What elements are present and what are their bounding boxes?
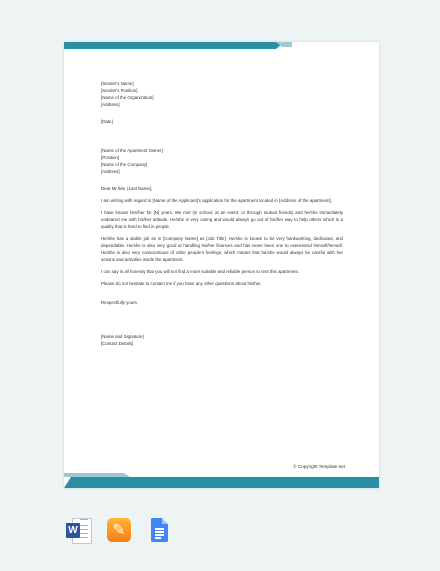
- salutation: Dear Mr./Ms. [Last Name],: [101, 186, 153, 191]
- recipient-name: [Name of the Apartment Owner]: [101, 148, 163, 153]
- copyright-text: © Copyright Template.net: [293, 464, 345, 469]
- google-docs-icon[interactable]: [146, 517, 172, 545]
- contact-details: [Contact Details]: [101, 341, 134, 346]
- paragraph-3: He/she has a stable job as in [Company Name] as [Job Title]. He/she is known to be very hardworking, dedicated, and dependable. He/she is also very good at handling his/her finances and has never been one to overextend himself/herself. He/she is also very conscientious of other people's feelings, which means that he/she would always be careful with her actions and activities inside the apartment.: [101, 236, 343, 262]
- paragraph-4: I can say in all honesty that you will not find a more suitable and reliable person to rent this apartment.: [101, 269, 299, 274]
- sender-organization: [Name of the Organization]: [101, 95, 154, 100]
- sender-name: [Sender's Name]: [101, 81, 134, 86]
- paragraph-5: Please do not hesitate to contact me if you have any other questions about his/her.: [101, 281, 262, 286]
- paragraph-2: I have known him/her for [N] years. We met (in school, at an event, or through mutual friends) and he/she immediately endeared me with his/her attitude. He/she is very caring and would always go out of his/her way to help others which is a quality that is hard to find in people.: [101, 210, 343, 229]
- recipient-position: [Position]: [101, 155, 120, 160]
- letter-body: [101, 80, 343, 347]
- sender-address: [Address]: [101, 102, 120, 107]
- word-icon[interactable]: W: [66, 517, 92, 545]
- recipient-address: [Address]: [101, 169, 120, 174]
- pages-icon[interactable]: ✎: [106, 517, 132, 545]
- recipient-company: [Name of the Company]: [101, 162, 148, 167]
- signature-block: [101, 333, 343, 347]
- bottom-accent-bar: [64, 477, 379, 488]
- paragraph-1: I am writing with regard to [Name of the Applicant]'s application for the apartment located in [Address of the apartment].: [101, 198, 332, 203]
- signature-name: [Name and Signature]: [101, 334, 144, 339]
- top-accent-stripe: [276, 42, 292, 47]
- sender-position: [Sender's Position]: [101, 88, 138, 93]
- closing: Respectfully yours,: [101, 300, 139, 305]
- letter-page: [64, 42, 379, 488]
- format-icons: [66, 517, 172, 545]
- recipient-block: [101, 147, 343, 175]
- sender-block: [101, 80, 343, 108]
- letter-date: [Date]: [101, 119, 113, 124]
- top-accent-bar: [64, 42, 284, 49]
